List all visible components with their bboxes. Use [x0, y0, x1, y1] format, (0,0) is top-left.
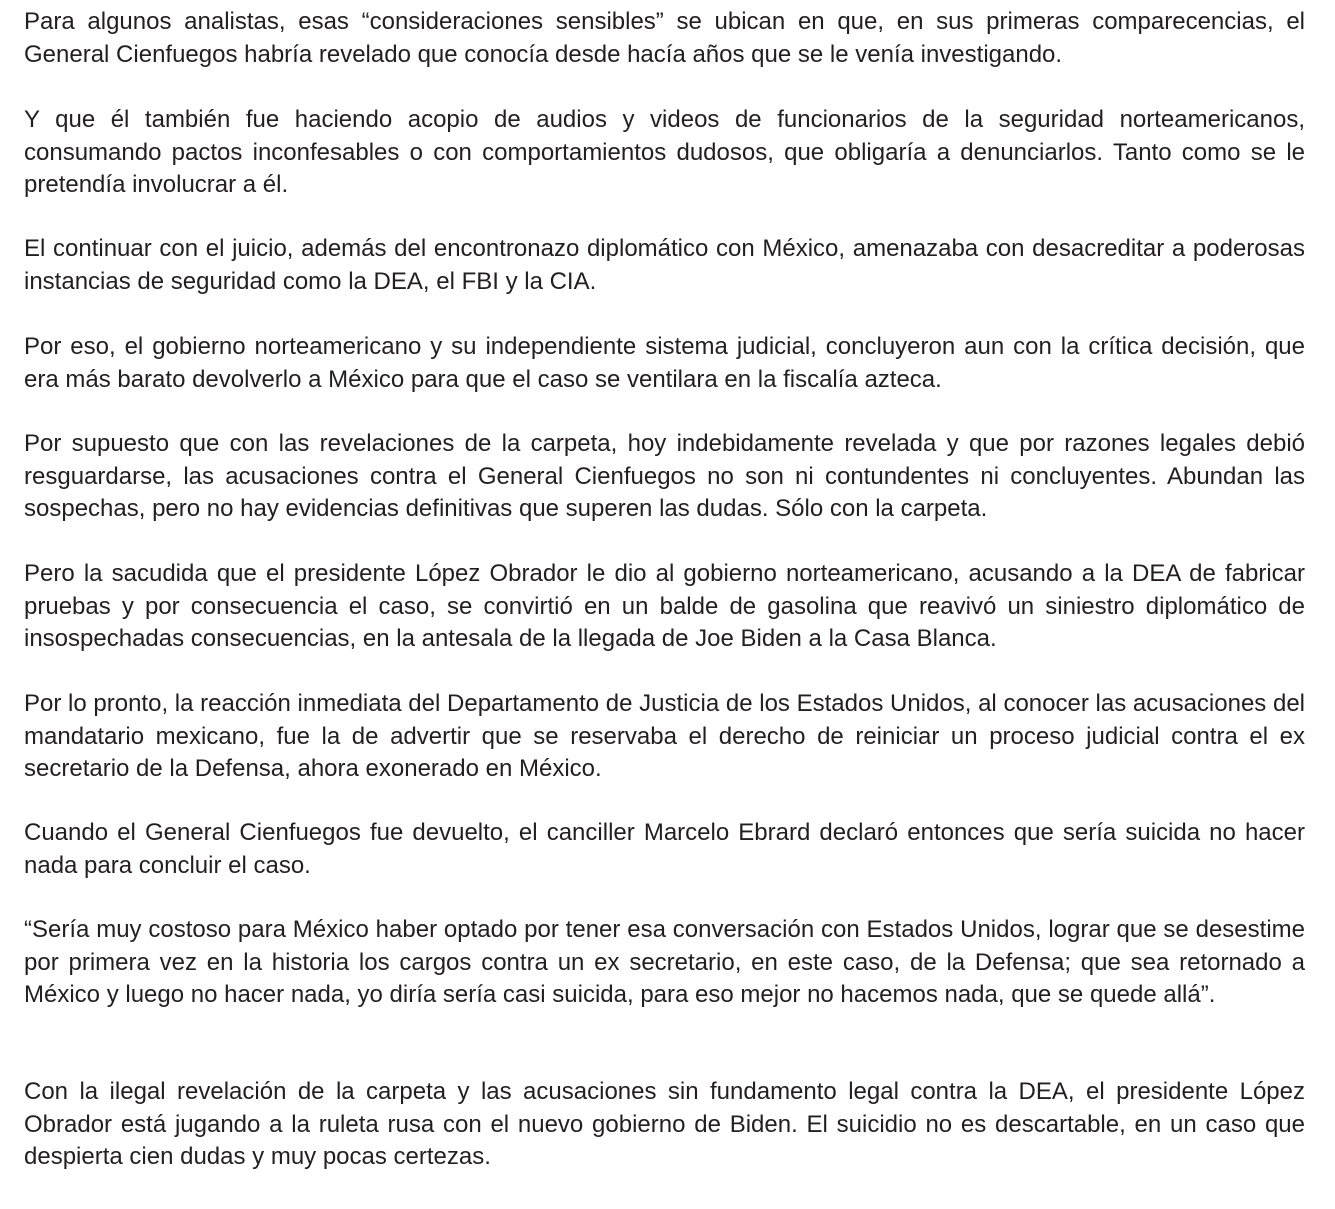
paragraph-8: Cuando el General Cienfuegos fue devuelto, el canciller Marcelo Ebrard declaró entonces que sería suicida no hacer nada para concluir el caso. — [24, 819, 1305, 879]
paragraph-10: Con la ilegal revelación de la carpeta y las acusaciones sin fundamento legal contra la DEA, el presidente López Obrador está jugando a la ruleta rusa con el nuevo gobierno de Biden. El suicidio no es descartable, en un caso que despierta cien dudas y muy pocas certezas. — [24, 1078, 1305, 1170]
paragraph-7: Por lo pronto, la reacción inmediata del Departamento de Justicia de los Estados Unidos, al conocer las acusaciones del mandatario mexicano, fue la de advertir que se reservaba el derecho de reiniciar un proceso judicial contra el ex secretario de la Defensa, ahora exonerado en México. — [24, 690, 1305, 782]
paragraph-9: “Sería muy costoso para México haber optado por tener esa conversación con Estados Unidos, lograr que se desestime por primera vez en la historia los cargos contra un ex secretario, en este caso, de la Defensa; que sea retornado a México y luego no hacer nada, yo diría sería casi suicida, para eso mejor no hacemos nada, que se quede allá”. — [24, 916, 1305, 1008]
paragraph-1: Para algunos analistas, esas “consideraciones sensibles” se ubican en que, en sus primeras comparecencias, el General Cienfuegos habría revelado que conocía desde hacía años que se le venía investigando. — [24, 8, 1305, 68]
paragraph-5: Por supuesto que con las revelaciones de la carpeta, hoy indebidamente revelada y que por razones legales debió resguardarse, las acusaciones contra el General Cienfuegos no son ni contundentes ni concluyentes. Abundan las sospechas, pero no hay evidencias definitivas que superen las dudas. Sólo con la carpeta. — [24, 430, 1305, 522]
paragraph-6: Pero la sacudida que el presidente López Obrador le dio al gobierno norteamericano, acusando a la DEA de fabricar pruebas y por consecuencia el caso, se convirtió en un balde de gasolina que reavivó un siniestro diplomático de insospechadas consecuencias, en la antesala de la llegada de Joe Biden a la Casa Blanca. — [24, 560, 1305, 652]
paragraph-2: Y que él también fue haciendo acopio de audios y videos de funcionarios de la seguridad norteamericanos, consumando pactos inconfesables o con comportamientos dudosos, que obligaría a denunciarlos. Tanto como se le pretendía involucrar a él. — [24, 106, 1305, 198]
paragraph-3: El continuar con el juicio, además del encontronazo diplomático con México, amenazaba con desacreditar a poderosas instancias de seguridad como la DEA, el FBI y la CIA. — [24, 235, 1305, 295]
paragraph-4: Por eso, el gobierno norteamericano y su independiente sistema judicial, concluyeron aun con la crítica decisión, que era más barato devolverlo a México para que el caso se ventilara en la fiscalía azteca. — [24, 333, 1305, 393]
